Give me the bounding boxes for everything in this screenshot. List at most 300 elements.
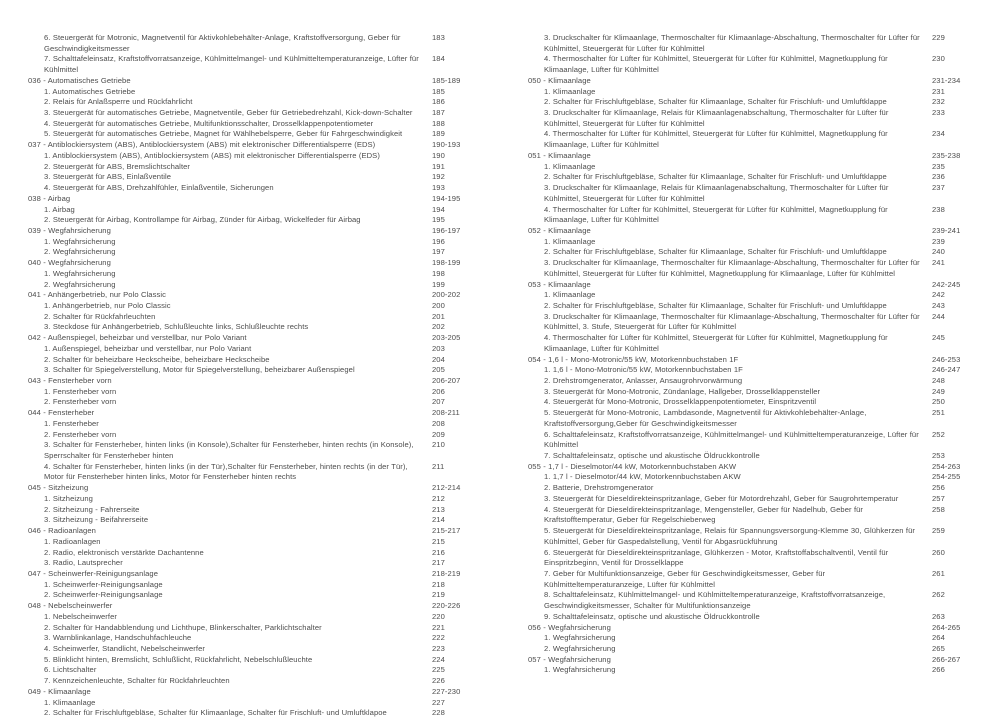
toc-sub-entry[interactable] xyxy=(28,590,490,601)
toc-entry-pages: 186 xyxy=(432,97,445,107)
toc-sub-entry[interactable] xyxy=(528,87,990,98)
toc-sub-entry[interactable] xyxy=(28,312,490,323)
toc-entry-title: 2. Batterie, Drehstromgenerator xyxy=(544,483,654,493)
toc-section-entry[interactable] xyxy=(528,226,990,237)
toc-entry-title: 2. Steuergerät für ABS, Bremslichtschalter xyxy=(44,161,191,171)
toc-entry-title: 1. Scheinwerfer-Reinigungsanlage xyxy=(44,579,163,589)
toc-sub-entry[interactable] xyxy=(528,108,990,129)
toc-entry-title: 056 - Wegfahrsicherung xyxy=(528,622,611,632)
toc-entry-title: 2. Wegfahrsicherung xyxy=(44,247,116,257)
toc-sub-entry[interactable] xyxy=(28,322,490,333)
toc-entry-pages: 220 xyxy=(432,611,445,621)
toc-entry-pages: 212 xyxy=(432,493,445,503)
toc-sub-entry[interactable] xyxy=(28,301,490,312)
toc-entry-title: 5. Steuergerät für Mono-Motronic, Lambdasonde, Magnetventil für Aktivkohlebehälter-Anlage, Kraftstoffversorgung,Geber für Geschwindigkeitsmesser xyxy=(544,408,867,428)
toc-sub-entry[interactable] xyxy=(528,205,990,226)
toc-entry-title: 055 - 1,7 l - Dieselmotor/44 kW, Motorkennbuchstaben AKW xyxy=(528,461,737,471)
toc-entry-title: 057 - Wegfahrsicherung xyxy=(528,654,611,664)
toc-entry-title: 3. Steckdose für Anhängerbetrieb, Schlußleuchte links, Schlußleuchte rechts xyxy=(44,322,309,332)
toc-entry-pages: 236 xyxy=(932,172,945,182)
toc-sub-entry[interactable] xyxy=(528,569,990,590)
toc-entry-title: 052 - Klimaanlage xyxy=(528,225,591,235)
toc-sub-entry[interactable] xyxy=(28,698,490,709)
toc-entry-pages: 185 xyxy=(432,86,445,96)
toc-entry-pages: 211 xyxy=(432,461,445,471)
toc-entry-pages: 248 xyxy=(932,376,945,385)
toc-entry-pages: 259 xyxy=(932,526,945,536)
toc-entry-title: 040 - Wegfahrsicherung xyxy=(28,258,111,268)
toc-sub-entry[interactable] xyxy=(28,172,490,183)
toc-entry-title: 3. Radio, Lautsprecher xyxy=(44,558,123,568)
toc-section-entry[interactable] xyxy=(28,290,490,301)
toc-entry-pages: 264-265 xyxy=(932,622,961,632)
toc-sub-entry[interactable] xyxy=(528,172,990,183)
toc-entry-pages: 204 xyxy=(432,354,445,364)
toc-entry-pages: 188 xyxy=(432,118,445,128)
toc-section-entry[interactable] xyxy=(28,408,490,419)
toc-sub-entry[interactable] xyxy=(28,430,490,441)
toc-entry-title: 1. Wegfahrsicherung xyxy=(544,665,616,675)
toc-section-entry[interactable] xyxy=(28,569,490,580)
toc-entry-title: 1. Klimaanlage xyxy=(544,86,596,96)
toc-sub-entry[interactable] xyxy=(528,612,990,623)
toc-entry-title: 3. Schalter für Spiegelverstellung, Motor für Spiegelverstellung, beheizbarer Außenspiegel xyxy=(44,365,355,375)
toc-sub-entry[interactable] xyxy=(528,365,990,376)
toc-entry-title: 2. Radio, elektronisch verstärkte Dachantenne xyxy=(44,547,204,557)
toc-section-entry[interactable] xyxy=(28,140,490,151)
toc-section-entry[interactable] xyxy=(528,623,990,634)
toc-sub-entry[interactable] xyxy=(528,494,990,505)
toc-entry-pages: 185-189 xyxy=(432,75,461,85)
toc-entry-title: 5. Blinklicht hinten, Bremslicht, Schlußlicht, Rückfahrlicht, Nebelschlußleuchte xyxy=(44,654,313,664)
toc-entry-pages: 229 xyxy=(932,33,945,42)
toc-sub-entry[interactable] xyxy=(528,472,990,483)
toc-entry-pages: 228 xyxy=(432,708,445,718)
toc-entry-title: 2. Fensterheber vorn xyxy=(44,429,117,439)
toc-entry-pages: 197 xyxy=(432,247,445,257)
toc-entry-title: 2. Drehstromgenerator, Anlasser, Ansaugrohrvorwärmung xyxy=(544,376,743,385)
toc-entry-pages: 260 xyxy=(932,547,945,557)
toc-sub-entry[interactable] xyxy=(28,33,490,54)
toc-section-entry[interactable] xyxy=(28,687,490,698)
toc-entry-pages: 235-238 xyxy=(932,150,961,160)
toc-entry-title: 1. 1,7 l - Dieselmotor/44 kW, Motorkennbuchstaben AKW xyxy=(544,472,741,482)
toc-entry-pages: 201 xyxy=(432,311,445,321)
toc-sub-entry[interactable] xyxy=(528,258,990,279)
toc-entry-title: 3. Warnblinkanlage, Handschuhfachleuche xyxy=(44,633,192,643)
toc-entry-title: 3. Druckschalter für Klimaanlage, Thermoschalter für Klimaanlage-Abschaltung, Thermoschalter für Lüfter für Kühlmittel, Steuergerät für Lüfter für Kühlmittel, Magnetkupplung für Klimaanlage, Lüfter für Kühlmittel xyxy=(544,258,920,278)
toc-entry-title: 4. Steuergerät für automatisches Getriebe, Multifunktionsschalter, Drosselklappenpotentiometer xyxy=(44,118,374,128)
toc-entry-pages: 250 xyxy=(932,397,945,407)
toc-entry-title: 5. Steuergerät für Dieseldirekteinspritzanlage, Relais für Spannungsversorgung-Klemme 30, Glühkerzen für Kühlmittel, Geber für Gaspedalstellung, Ventil für Abgasrückführung xyxy=(544,526,916,546)
toc-entry-pages: 231 xyxy=(932,86,945,96)
toc-entry-title: 1. Fensterheber vorn xyxy=(44,386,117,396)
toc-sub-entry[interactable] xyxy=(528,483,990,494)
toc-entry-title: 1. 1,6 l - Mono-Motronic/55 kW, Motorkennbuchstaben 1F xyxy=(544,365,743,375)
toc-entry-pages: 246-253 xyxy=(932,354,961,364)
toc-entry-title: 1. Sitzheizung xyxy=(44,493,93,503)
toc-entry-pages: 253 xyxy=(932,451,945,461)
toc-sub-entry[interactable] xyxy=(28,515,490,526)
toc-entry-title: 051 - Klimaanlage xyxy=(528,150,591,160)
toc-entry-pages: 258 xyxy=(932,504,945,514)
toc-entry-title: 042 - Außenspiegel, beheizbar und verstellbar, nur Polo Variant xyxy=(28,333,247,343)
toc-entry-pages: 192 xyxy=(432,172,445,182)
toc-entry-pages: 206 xyxy=(432,386,445,396)
toc-sub-entry[interactable] xyxy=(28,644,490,655)
toc-entry-pages: 261 xyxy=(932,568,945,578)
toc-entry-title: 053 - Klimaanlage xyxy=(528,279,591,289)
toc-sub-entry[interactable] xyxy=(528,430,990,451)
toc-entry-pages: 195 xyxy=(432,215,445,225)
toc-entry-pages: 198 xyxy=(432,268,445,278)
toc-sub-entry[interactable] xyxy=(28,183,490,194)
toc-entry-pages: 264 xyxy=(932,633,945,643)
toc-column-left xyxy=(0,33,500,719)
toc-entry-pages: 266-267 xyxy=(932,654,961,664)
toc-sub-entry[interactable] xyxy=(28,676,490,687)
toc-entry-pages: 222 xyxy=(432,633,445,643)
toc-entry-title: 4. Steuergerät für Mono-Motronic, Drosselklappenpotentiometer, Einspritzventil xyxy=(544,397,817,407)
toc-sub-entry[interactable] xyxy=(28,462,490,483)
toc-entry-pages: 194-195 xyxy=(432,193,461,203)
toc-sub-entry[interactable] xyxy=(28,355,490,366)
toc-entry-pages: 218-219 xyxy=(432,568,461,578)
toc-entry-pages: 245 xyxy=(932,333,945,343)
toc-entry-title: 1. Airbag xyxy=(44,204,75,214)
toc-entry-title: 7. Geber für Multifunktionsanzeige, Geber für Geschwindigkeitsmesser, Geber für Kühlmitteltemperaturanzeige, Lüfter für Kühlmittel xyxy=(544,568,826,589)
toc-entry-title: 047 - Scheinwerfer-Reinigungsanlage xyxy=(28,568,159,578)
toc-section-entry[interactable] xyxy=(28,333,490,344)
toc-section-entry[interactable] xyxy=(528,280,990,291)
toc-entry-pages: 198-199 xyxy=(432,258,461,268)
toc-entry-pages: 246-247 xyxy=(932,365,961,375)
toc-sub-entry[interactable] xyxy=(28,215,490,226)
toc-entry-pages: 232 xyxy=(932,97,945,107)
toc-entry-title: 1. Wegfahrsicherung xyxy=(44,236,116,246)
toc-entry-pages: 193 xyxy=(432,183,445,193)
toc-entry-pages: 215 xyxy=(432,536,445,546)
toc-entry-pages: 223 xyxy=(432,643,445,653)
toc-sub-entry[interactable] xyxy=(28,612,490,623)
toc-sub-entry[interactable] xyxy=(28,108,490,119)
toc-entry-title: 6. Schalttafeleinsatz, Kraftstoffvorratsanzeige, Kühlmittelmangel- und Kühlmitteltemperaturanzeige, Lüfter für Kühlmittel xyxy=(544,429,919,450)
toc-sub-entry[interactable] xyxy=(28,162,490,173)
toc-sub-entry[interactable] xyxy=(28,269,490,280)
toc-entry-pages: 200 xyxy=(432,300,445,310)
toc-entry-pages: 244 xyxy=(932,311,945,321)
toc-entry-title: 7. Schalttafeleinsatz, Kraftstoffvorratsanzeige, Kühlmittelmangel- und Kühlmitteltemperaturanzeige, Lüfter für Kühlmittel xyxy=(44,54,419,75)
toc-entry-title: 045 - Sitzheizung xyxy=(28,483,89,493)
toc-entry-pages: 242 xyxy=(932,290,945,300)
toc-sub-entry[interactable] xyxy=(28,129,490,140)
toc-section-entry[interactable] xyxy=(528,151,990,162)
toc-sub-entry[interactable] xyxy=(528,312,990,333)
toc-entry-title: 3. Druckschalter für Klimaanlage, Relais für Klimaanlagenabschaltung, Thermoschalter für Lüfter für Kühlmittel, Steuergerät für Lüfter für Kühlmittel xyxy=(544,183,889,203)
toc-sub-entry[interactable] xyxy=(528,33,990,54)
toc-sub-entry[interactable] xyxy=(528,333,990,354)
toc-entry-title: 2. Fensterheber vorn xyxy=(44,397,117,407)
toc-entry-title: 3. Druckschalter für Klimaanlage, Relais für Klimaanlagenabschaltung, Thermoschalter für Lüfter für Kühlmittel, Steuergerät für Lüfter für Kühlmittel xyxy=(544,108,889,128)
toc-entry-pages: 230 xyxy=(932,54,945,64)
toc-entry-title: 6. Lichtschalter xyxy=(44,665,97,675)
toc-entry-pages: 216 xyxy=(432,547,445,557)
toc-sub-entry[interactable] xyxy=(28,419,490,430)
toc-entry-title: 8. Schalttafeleinsatz, Kühlmittelmangel- und Kühlmitteltemperaturanzeige, Kraftstoffvorratsanzeige, Geschwindigkeitsmesser, Schalter für Multifunktionsanzeige xyxy=(544,590,886,611)
toc-entry-pages: 257 xyxy=(932,493,945,503)
toc-entry-pages: 238 xyxy=(932,204,945,214)
toc-entry-pages: 241 xyxy=(932,258,945,268)
toc-entry-pages: 210 xyxy=(432,440,445,450)
toc-sub-entry[interactable] xyxy=(28,119,490,130)
toc-entry-title: 2. Sitzheizung - Fahrerseite xyxy=(44,504,140,514)
toc-entry-pages: 226 xyxy=(432,676,445,686)
toc-entry-pages: 249 xyxy=(932,386,945,396)
toc-entry-pages: 209 xyxy=(432,429,445,439)
toc-entry-pages: 254-263 xyxy=(932,461,961,471)
toc-entry-title: 1. Klimaanlage xyxy=(544,290,596,300)
toc-entry-title: 3. Steuergerät für automatisches Getriebe, Magnetventile, Geber für Getriebedrehzahl, Kick-down-Schalter xyxy=(44,108,413,118)
toc-entry-pages: 234 xyxy=(932,129,945,139)
toc-entry-title: 041 - Anhängerbetrieb, nur Polo Classic xyxy=(28,290,166,300)
toc-entry-title: 2. Schalter für beheizbare Heckscheibe, beheizbare Heckscheibe xyxy=(44,354,270,364)
toc-sub-entry[interactable] xyxy=(28,344,490,355)
toc-entry-title: 1. Klimaanlage xyxy=(544,161,596,171)
toc-entry-title: 043 - Fensterheber vorn xyxy=(28,376,112,385)
toc-section-entry[interactable] xyxy=(528,76,990,87)
toc-section-entry[interactable] xyxy=(28,526,490,537)
toc-entry-title: 1. Radioanlagen xyxy=(44,536,101,546)
toc-sub-entry[interactable] xyxy=(28,633,490,644)
toc-entry-pages: 189 xyxy=(432,129,445,139)
toc-entry-title: 037 - Antiblockiersystem (ABS), Antiblockiersystem (ABS) mit elektronischer Differentialsperre (EDS) xyxy=(28,140,376,150)
toc-entry-title: 1. Nebelscheinwerfer xyxy=(44,611,118,621)
toc-entry-title: 1. Klimaanlage xyxy=(544,236,596,246)
toc-entry-title: 3. Druckschalter für Klimaanlage, Thermoschalter für Klimaanlage-Abschaltung, Thermoschalter für Lüfter für Kühlmittel, 3. Stufe, Steuergerät für Lüfter für Kühlmittel xyxy=(544,311,920,332)
toc-entry-title: 6. Steuergerät für Dieseldirekteinspritzanlage, Glühkerzen - Motor, Kraftstoffabschaltventil, Ventil für Einspritzbeginn, Ventil für Drosselklappe xyxy=(544,547,889,568)
toc-sub-entry[interactable] xyxy=(28,397,490,408)
toc-sub-entry[interactable] xyxy=(528,376,990,387)
toc-entry-title: 050 - Klimaanlage xyxy=(528,75,591,85)
toc-entry-title: 4. Schalter für Fensterheber, hinten links (in der Tür),Schalter für Fensterheber, hinten rechts (in der Tür), Motor für Fensterheber hinten links, Motor für Fensterheber hinten rechts xyxy=(44,461,408,482)
toc-entry-title: 2. Wegfahrsicherung xyxy=(44,279,116,289)
toc-sub-entry[interactable] xyxy=(28,365,490,376)
toc-entry-title: 4. Steuergerät für Dieseldirekteinspritzanlage, Mengensteller, Geber für Nadelhub, Geber für Kraftstofftemperatur, Geber für Regelschieberweg xyxy=(544,504,864,525)
toc-entry-title: 6. Steuergerät für Motronic, Magnetventil für Aktivkohlebehälter-Anlage, Kraftstoffversorgung, Geber für Geschwindigkeitsmesser xyxy=(44,33,401,53)
toc-entry-title: 4. Thermoschalter für Lüfter für Kühlmittel, Steuergerät für Lüfter für Kühlmittel, Magnetkupplung für Klimaanlage, Lüfter für Kühlmittel xyxy=(544,54,888,75)
toc-entry-pages: 262 xyxy=(932,590,945,600)
toc-entry-pages: 219 xyxy=(432,590,445,600)
toc-sub-entry[interactable] xyxy=(528,162,990,173)
toc-section-entry[interactable] xyxy=(28,194,490,205)
toc-entry-pages: 200-202 xyxy=(432,290,461,300)
toc-sub-entry[interactable] xyxy=(528,590,990,611)
toc-entry-title: 2. Schalter für Frischluftgebläse, Schalter für Klimaanlage, Schalter für Frischluft- und Umluftklappe xyxy=(544,172,887,182)
toc-entry-title: 5. Steuergerät für automatisches Getriebe, Magnet für Wählhebelsperre, Geber für Fahrgeschwindigkeit xyxy=(44,129,403,139)
toc-entry-title: 3. Steuergerät für Mono-Motronic, Zündanlage, Hallgeber, Drosselklappensteller xyxy=(544,386,821,396)
toc-sub-entry[interactable] xyxy=(28,237,490,248)
toc-entry-pages: 263 xyxy=(932,611,945,621)
toc-entry-title: 2. Schalter für Frischluftgebläse, Schalter für Klimaanlage, Schalter für Frischluft- und Umluftklappe xyxy=(544,247,887,257)
toc-entry-title: 2. Schalter für Handabblendung und Lichthupe, Blinkerschalter, Parklichtschalter xyxy=(44,622,322,632)
toc-entry-title: 046 - Radioanlagen xyxy=(28,526,96,536)
toc-entry-pages: 243 xyxy=(932,300,945,310)
toc-sub-entry[interactable] xyxy=(28,548,490,559)
toc-column-right xyxy=(500,33,1000,719)
toc-entry-pages: 202 xyxy=(432,322,445,332)
toc-entry-pages: 191 xyxy=(432,161,445,171)
toc-sub-entry[interactable] xyxy=(28,665,490,676)
toc-sub-entry[interactable] xyxy=(528,633,990,644)
toc-sub-entry[interactable] xyxy=(28,87,490,98)
toc-sub-entry[interactable] xyxy=(528,290,990,301)
toc-section-entry[interactable] xyxy=(528,655,990,666)
toc-entry-pages: 215-217 xyxy=(432,526,461,536)
toc-sub-entry[interactable] xyxy=(28,280,490,291)
toc-entry-title: 2. Schalter für Frischluftgebläse, Schalter für Klimaanlage, Schalter für Frischluft- und Umluftklapoe xyxy=(44,708,387,718)
toc-entry-pages: 233 xyxy=(932,108,945,118)
toc-entry-pages: 217 xyxy=(432,558,445,568)
toc-entry-title: 039 - Wegfahrsicherung xyxy=(28,225,111,235)
toc-entry-pages: 254-255 xyxy=(932,472,961,482)
toc-entry-title: 3. Steuergerät für ABS, Einlaßventile xyxy=(44,172,172,182)
toc-entry-pages: 196 xyxy=(432,236,445,246)
toc-entry-title: 2. Wegfahrsicherung xyxy=(544,643,616,653)
toc-section-entry[interactable] xyxy=(28,258,490,269)
toc-entry-title: 1. Antiblockiersystem (ABS), Antiblockiersystem (ABS) mit elektronischer Differentialsperre (EDS) xyxy=(44,150,380,160)
toc-sub-entry[interactable] xyxy=(28,655,490,666)
toc-sub-entry[interactable] xyxy=(528,97,990,108)
toc-sub-entry[interactable] xyxy=(28,494,490,505)
toc-sub-entry[interactable] xyxy=(528,54,990,75)
toc-sub-entry[interactable] xyxy=(28,558,490,569)
toc-sub-entry[interactable] xyxy=(528,237,990,248)
toc-entry-pages: 183 xyxy=(432,33,445,42)
toc-entry-pages: 224 xyxy=(432,654,445,664)
toc-sub-entry[interactable] xyxy=(28,623,490,634)
toc-sub-entry[interactable] xyxy=(28,440,490,461)
toc-entry-pages: 221 xyxy=(432,622,445,632)
toc-sub-entry[interactable] xyxy=(28,97,490,108)
toc-entry-pages: 239 xyxy=(932,236,945,246)
toc-sub-entry[interactable] xyxy=(28,205,490,216)
toc-entry-title: 3. Steuergerät für Dieseldirekteinspritzanlage, Geber für Motordrehzahl, Geber für Saugrohrtemperatur xyxy=(544,493,899,503)
toc-entry-pages: 207 xyxy=(432,397,445,407)
toc-entry-title: 3. Druckschalter für Klimaanlage, Thermoschalter für Klimaanlage-Abschaltung, Thermoschalter für Lüfter für Kühlmittel, Steuergerät für Lüfter für Kühlmittel xyxy=(544,33,920,53)
toc-section-entry[interactable] xyxy=(28,376,490,387)
toc-sub-entry[interactable] xyxy=(28,537,490,548)
toc-entry-pages: 203 xyxy=(432,343,445,353)
toc-entry-pages: 220-226 xyxy=(432,601,461,611)
toc-sub-entry[interactable] xyxy=(528,505,990,526)
toc-sub-entry[interactable] xyxy=(28,151,490,162)
toc-entry-pages: 213 xyxy=(432,504,445,514)
toc-entry-title: 4. Thermoschalter für Lüfter für Kühlmittel, Steuergerät für Lüfter für Kühlmittel, Magnetkupplung für Klimaanlage, Lüfter für Kühlmittel xyxy=(544,129,888,150)
toc-entry-title: 1. Wegfahrsicherung xyxy=(44,268,116,278)
toc-entry-title: 2. Schalter für Frischluftgebläse, Schalter für Klimaanlage, Schalter für Frischluft- und Umluftklappe xyxy=(544,300,887,310)
toc-sub-entry[interactable] xyxy=(528,526,990,547)
toc-entry-pages: 196-197 xyxy=(432,225,461,235)
toc-sub-entry[interactable] xyxy=(528,644,990,655)
toc-sub-entry[interactable] xyxy=(528,548,990,569)
toc-section-entry[interactable] xyxy=(28,601,490,612)
toc-entry-pages: 218 xyxy=(432,579,445,589)
toc-entry-pages: 184 xyxy=(432,54,445,64)
toc-entry-title: 038 - Airbag xyxy=(28,193,71,203)
toc-section-entry[interactable] xyxy=(28,76,490,87)
toc-entry-pages: 227-230 xyxy=(432,686,461,696)
toc-entry-title: 2. Schalter für Frischluftgebläse, Schalter für Klimaanlage, Schalter für Frischluft- und Umluftklappe xyxy=(544,97,887,107)
toc-entry-pages: 208 xyxy=(432,418,445,428)
toc-entry-title: 1. Fensterheber xyxy=(44,418,99,428)
toc-entry-pages: 242-245 xyxy=(932,279,961,289)
toc-entry-title: 1. Außenspiegel, beheizbar und verstellbar, nur Polo Variant xyxy=(44,343,252,353)
toc-entry-pages: 240 xyxy=(932,247,945,257)
toc-sub-entry[interactable] xyxy=(528,247,990,258)
toc-sub-entry[interactable] xyxy=(28,505,490,516)
toc-entry-title: 7. Schalttafeleinsatz, optische und akustische Öldruckkontrolle xyxy=(544,451,760,461)
toc-sub-entry[interactable] xyxy=(28,54,490,75)
toc-entry-pages: 231-234 xyxy=(932,75,961,85)
toc-entry-title: 1. Klimaanlage xyxy=(44,697,96,707)
toc-entry-pages: 256 xyxy=(932,483,945,493)
toc-sub-entry[interactable] xyxy=(528,397,990,408)
toc-sub-entry[interactable] xyxy=(528,408,990,429)
toc-entry-title: 054 - 1,6 l - Mono-Motronic/55 kW, Motorkennbuchstaben 1F xyxy=(528,354,739,364)
toc-sub-entry[interactable] xyxy=(528,183,990,204)
toc-entry-title: 7. Kennzeichenleuchte, Schalter für Rückfahrleuchten xyxy=(44,676,230,686)
toc-sub-entry[interactable] xyxy=(28,708,490,719)
toc-entry-pages: 208-211 xyxy=(432,408,460,418)
toc-entry-pages: 237 xyxy=(932,183,945,193)
toc-entry-title: 4. Thermoschalter für Lüfter für Kühlmittel, Steuergerät für Lüfter für Kühlmittel, Magnetkupplung für Klimaanlage, Lüfter für Kühlmittel xyxy=(544,333,888,353)
toc-section-entry[interactable] xyxy=(28,483,490,494)
toc-entry-title: 2. Relais für Anlaßsperre und Rückfahrlicht xyxy=(44,97,193,107)
toc-sub-entry[interactable] xyxy=(528,129,990,150)
toc-section-entry[interactable] xyxy=(528,355,990,366)
toc-entry-pages: 190 xyxy=(432,150,445,160)
toc-sub-entry[interactable] xyxy=(28,580,490,591)
toc-entry-title: 044 - Fensterheber xyxy=(28,408,95,418)
toc-entry-title: 9. Schalttafeleinsatz, optische und akustische Öldruckkontrolle xyxy=(544,611,760,621)
toc-entry-pages: 205 xyxy=(432,365,445,375)
toc-sub-entry[interactable] xyxy=(28,387,490,398)
toc-entry-pages: 190-193 xyxy=(432,140,461,150)
toc-entry-pages: 206-207 xyxy=(432,376,461,385)
toc-entry-title: 036 - Automatisches Getriebe xyxy=(28,75,131,85)
toc-columns xyxy=(0,33,1000,719)
toc-entry-title: 4. Scheinwerfer, Standlicht, Nebelscheinwerfer xyxy=(44,643,205,653)
toc-entry-title: 048 - Nebelscheinwerfer xyxy=(28,601,113,611)
toc-entry-pages: 266 xyxy=(932,665,945,675)
toc-section-entry[interactable] xyxy=(528,462,990,473)
toc-entry-pages: 203-205 xyxy=(432,333,461,343)
toc-entry-pages: 252 xyxy=(932,429,945,439)
toc-sub-entry[interactable] xyxy=(528,665,990,676)
toc-entry-title: 1. Wegfahrsicherung xyxy=(544,633,616,643)
toc-sub-entry[interactable] xyxy=(28,247,490,258)
toc-sub-entry[interactable] xyxy=(528,451,990,462)
toc-entry-pages: 235 xyxy=(932,161,945,171)
toc-entry-pages: 225 xyxy=(432,665,445,675)
toc-entry-pages: 214 xyxy=(432,515,445,525)
toc-entry-title: 2. Scheinwerfer-Reinigungsanlage xyxy=(44,590,163,600)
toc-section-entry[interactable] xyxy=(28,226,490,237)
toc-entry-pages: 265 xyxy=(932,643,945,653)
toc-sub-entry[interactable] xyxy=(528,301,990,312)
toc-entry-pages: 251 xyxy=(932,408,945,418)
toc-sub-entry[interactable] xyxy=(528,387,990,398)
